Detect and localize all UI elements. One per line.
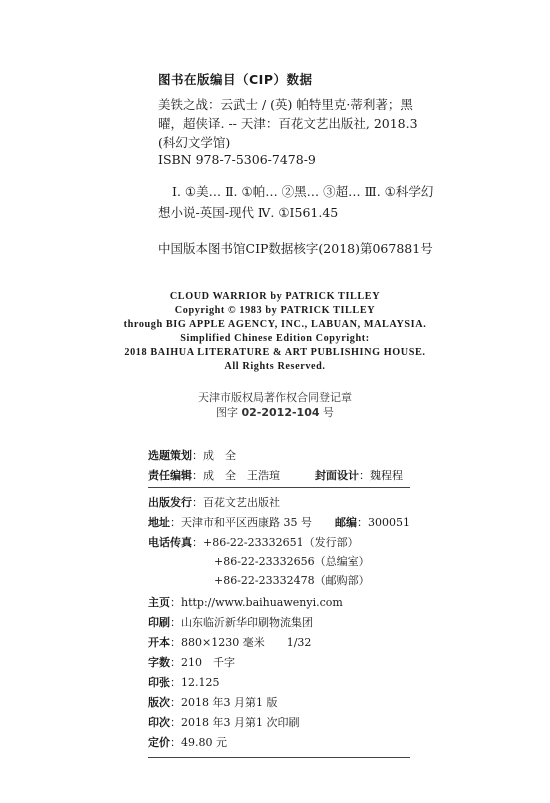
divider-bottom: [148, 757, 410, 758]
homepage-value: ：http://www.baihuawenyi.com: [170, 596, 343, 609]
publisher-row: [148, 494, 280, 511]
price-value: ：49.80 元: [170, 736, 227, 749]
address-value: ：天津市和平区西康路 35 号: [170, 516, 312, 529]
credit-planner: [148, 447, 236, 464]
price-row: [148, 734, 227, 751]
printer-label: 印刷: [148, 616, 170, 629]
rights-line: Simplified Chinese Edition Copyright:: [180, 333, 370, 344]
phone-3: +86-22-23332478（邮购部）: [214, 574, 370, 587]
rights-line: Copyright © 1983 by PATRICK TILLEY: [174, 305, 376, 316]
printer-row: [148, 614, 313, 631]
postcode-row: [335, 514, 410, 531]
classification-line: Ⅰ. ①美… Ⅱ. ①帕… ②黑… ③超… Ⅲ. ①科学幻: [172, 184, 434, 199]
registration-number: [0, 405, 550, 420]
format-value: ：880×1230 毫米 1/32: [170, 636, 312, 649]
registration-code: 02-2012-104: [241, 406, 320, 419]
publisher-label: 出版发行: [148, 496, 192, 509]
rights-line: All Rights Reserved.: [224, 361, 326, 372]
sheets-value: ：12.125: [170, 676, 220, 689]
registration-title: 天津市版权局著作权合同登记章: [198, 391, 352, 404]
editor-value: ：成 全 王浩瑄: [192, 469, 280, 482]
divider-top: [148, 487, 410, 488]
format-label: 开本: [148, 636, 170, 649]
edition-row: [148, 694, 277, 711]
isbn: ISBN 978-7-5306-7478-9: [158, 152, 316, 167]
editor-label: 责任编辑: [148, 469, 192, 482]
planner-label: 选题策划: [148, 449, 192, 462]
publisher-value: ：百花文艺出版社: [192, 496, 280, 509]
printing-label: 印次: [148, 716, 170, 729]
credit-cover: [315, 467, 403, 484]
phone-2: +86-22-23332656（总编室）: [214, 555, 370, 568]
format-row: [148, 634, 311, 651]
address-row: [148, 514, 312, 531]
phone-label: 电话传真: [148, 536, 192, 549]
phone-row: [148, 534, 359, 551]
edition-value: ：2018 年3 月第1 版: [170, 696, 278, 709]
cover-value: ：魏程程: [359, 469, 403, 482]
edition-label: 版次: [148, 696, 170, 709]
rights-line: through BIG APPLE AGENCY, INC., LABUAN, MALAYSIA.: [123, 319, 427, 330]
printer-value: ：山东临沂新华印刷物流集团: [170, 616, 313, 629]
cip-number: 中国版本图书馆CIP数据核字(2018)第067881号: [158, 241, 433, 256]
planner-value: ：成 全: [192, 449, 236, 462]
words-label: 字数: [148, 656, 170, 669]
classification-line: 想小说-英国-现代 Ⅳ. ①I561.45: [158, 205, 339, 220]
homepage-label: 主页: [148, 596, 170, 609]
printing-row: [148, 714, 299, 731]
printing-value: ：2018 年3 月第1 次印刷: [170, 716, 300, 729]
postcode-label: 邮编: [335, 516, 357, 529]
words-row: [148, 654, 235, 671]
sheets-label: 印张: [148, 676, 170, 689]
sheets-row: [148, 674, 220, 691]
cip-line: 曜，超侠译. -- 天津：百花文艺出版社, 2018.3: [158, 116, 418, 131]
price-label: 定价: [148, 736, 170, 749]
postcode-value: ：300051: [357, 516, 410, 529]
registration-prefix: 图字: [215, 406, 238, 419]
rights-line: CLOUD WARRIOR by PATRICK TILLEY: [169, 291, 381, 302]
registration-suffix: 号: [323, 406, 334, 419]
rights-line: 2018 BAIHUA LITERATURE & ART PUBLISHING HOUSE.: [124, 347, 426, 358]
words-value: ：210 千字: [170, 656, 235, 669]
phone-1: ：+86-22-23332651（发行部）: [192, 536, 359, 549]
cip-line: 美铁之战：云武士 / (英) 帕特里克·蒂利著；黑: [158, 97, 413, 112]
cip-title: 图书在版编目（CIP）数据: [158, 72, 313, 87]
address-label: 地址: [148, 516, 170, 529]
cover-label: 封面设计: [315, 469, 359, 482]
homepage-row: [148, 594, 343, 611]
cip-line: (科幻文学馆): [158, 135, 231, 150]
credit-editor: [148, 467, 280, 484]
